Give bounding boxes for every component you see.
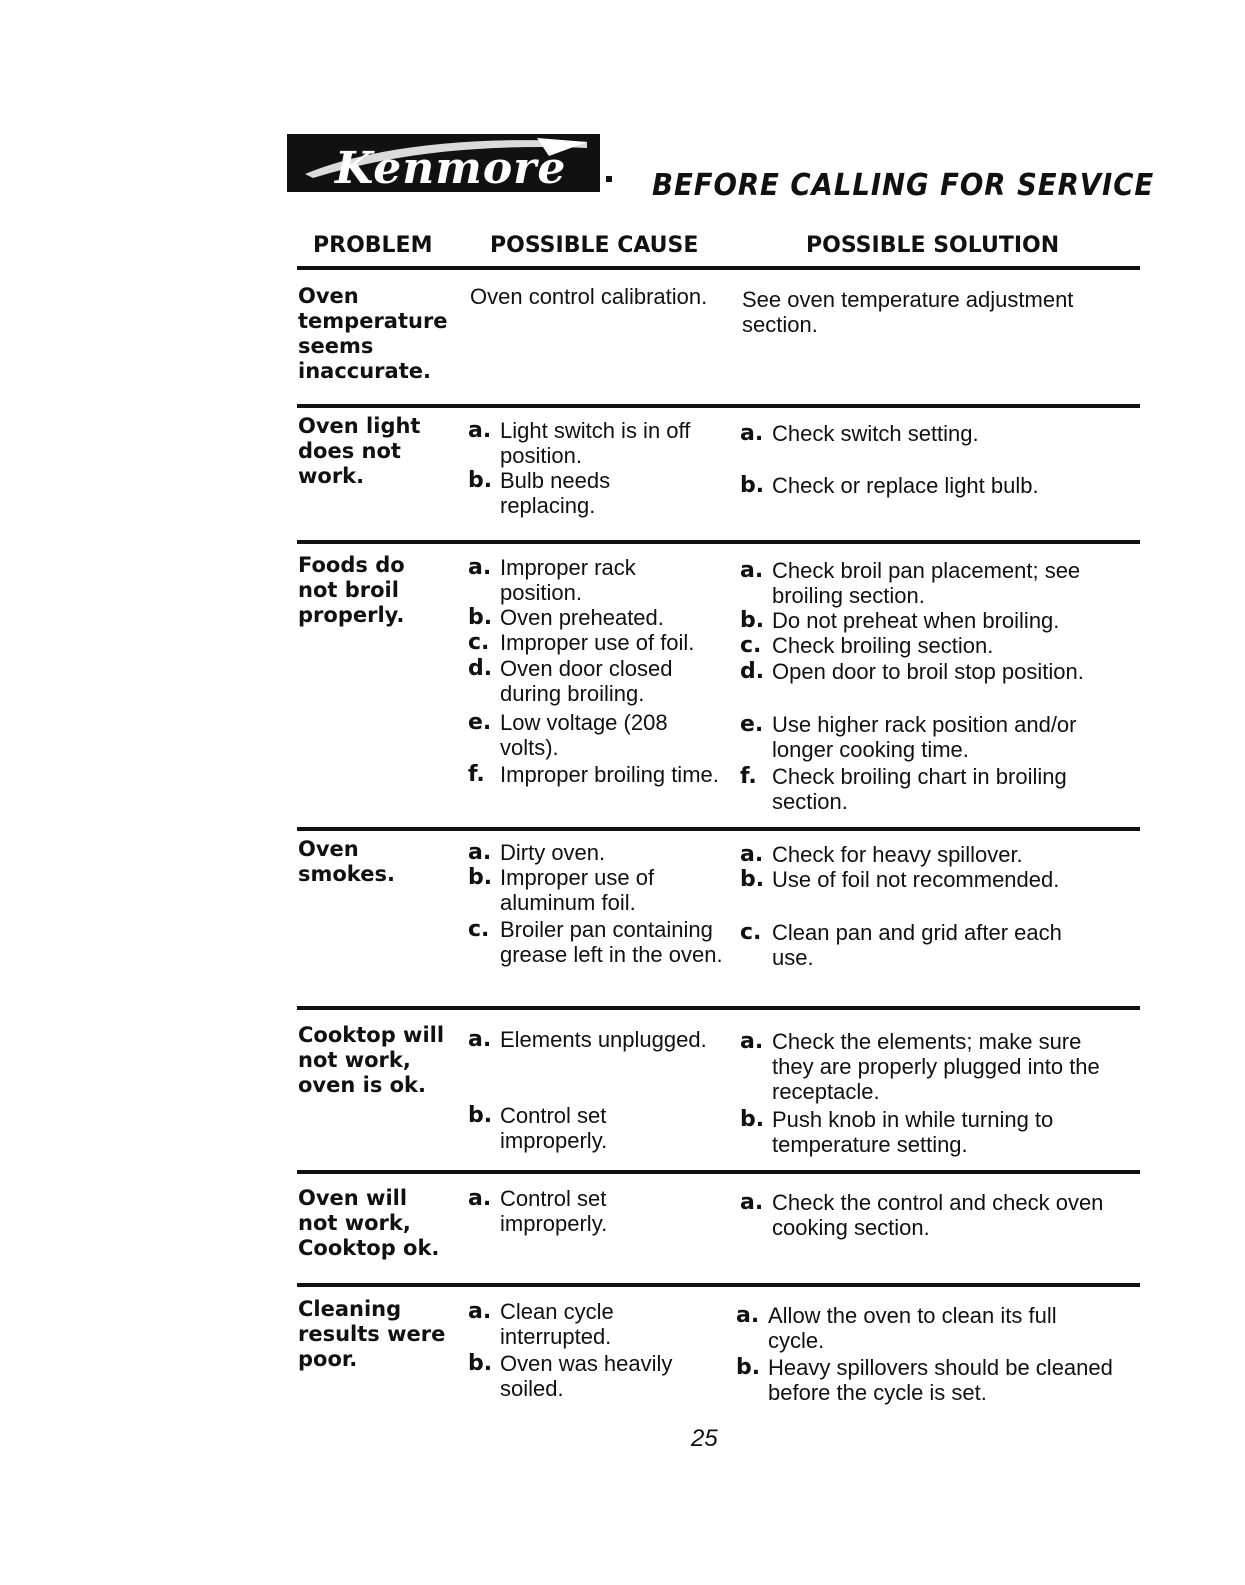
- item-text: Allow the oven to clean its full cycle.: [768, 1303, 1057, 1353]
- item-text: Low voltage (208 volts).: [500, 710, 668, 760]
- cause-item: [468, 418, 713, 468]
- row-divider: [297, 1170, 1140, 1174]
- cause-item: [468, 762, 728, 787]
- item-text: Oven preheated.: [500, 605, 664, 630]
- solution-text: See oven temperature adjustment section.: [742, 287, 1074, 337]
- solution-item: [740, 558, 1110, 608]
- page-title: BEFORE CALLING FOR SERVICE: [652, 168, 1155, 203]
- solution-item: [740, 712, 1110, 762]
- item-text: Use higher rack position and/or longer cooking time.: [772, 712, 1077, 762]
- item-text: Check broil pan placement; see broiling section.: [772, 558, 1081, 608]
- item-letter: a.: [468, 840, 492, 865]
- solution-item: [740, 764, 1100, 814]
- column-header-cause: POSSIBLE CAUSE: [490, 233, 699, 258]
- solution-item: [740, 421, 1130, 446]
- item-text: Use of foil not recommended.: [772, 867, 1060, 892]
- problem-oven-smokes: Oven smokes.: [298, 837, 395, 886]
- column-header-solution: POSSIBLE SOLUTION: [806, 233, 1060, 258]
- item-letter: a.: [740, 842, 764, 867]
- cause-item: [468, 630, 728, 655]
- cause-item: [468, 917, 723, 967]
- problem-cooktop-will-not-work: Cooktop will not work, oven is ok.: [298, 1023, 445, 1097]
- item-text: Light switch is in off position.: [500, 418, 691, 468]
- item-text: Oven door closed during broiling.: [500, 656, 673, 706]
- solution-item: [736, 1355, 1131, 1405]
- item-letter: b.: [740, 867, 765, 892]
- item-letter: a.: [736, 1303, 760, 1328]
- item-letter: a.: [740, 558, 764, 583]
- item-letter: b.: [740, 473, 765, 498]
- item-text: Check the elements; make sure they are properly plugged into the receptacle.: [772, 1029, 1100, 1104]
- item-letter: f.: [740, 764, 757, 789]
- solution-item: [740, 1107, 1070, 1157]
- item-text: Heavy spillovers should be cleaned before the cycle is set.: [768, 1355, 1113, 1405]
- problem-oven-light: Oven light does not work.: [298, 414, 421, 488]
- item-text: Check broiling section.: [772, 633, 994, 658]
- row-divider: [297, 1283, 1140, 1287]
- page-number: 25: [691, 1425, 718, 1452]
- solution-item: [740, 1029, 1120, 1104]
- problem-oven-temperature: Oven temperature seems inaccurate.: [298, 284, 448, 383]
- cause-item: [468, 710, 688, 760]
- item-letter: b.: [468, 865, 493, 890]
- item-text: Check the control and check oven cooking section.: [772, 1190, 1104, 1240]
- item-text: Bulb needs replacing.: [500, 468, 611, 518]
- header-divider: [297, 266, 1140, 270]
- item-letter: a.: [468, 1186, 492, 1211]
- item-letter: e.: [740, 712, 764, 737]
- item-letter: e.: [468, 710, 492, 735]
- item-letter: d.: [740, 659, 765, 684]
- problem-oven-will-not-work: Oven will not work, Cooktop ok.: [298, 1186, 440, 1260]
- item-text: Improper broiling time.: [500, 762, 719, 787]
- item-letter: b.: [736, 1355, 761, 1380]
- solution-item: [736, 1303, 1066, 1353]
- item-letter: a.: [740, 421, 764, 446]
- item-text: Check or replace light bulb.: [772, 473, 1039, 498]
- cause-item: [468, 1186, 668, 1236]
- item-text: Improper use of aluminum foil.: [500, 865, 655, 915]
- item-text: Improper use of foil.: [500, 630, 695, 655]
- item-text: Clean cycle interrupted.: [500, 1299, 614, 1349]
- item-letter: c.: [468, 630, 490, 655]
- item-letter: f.: [468, 762, 485, 787]
- cause-item: [468, 1027, 728, 1052]
- row-divider: [297, 827, 1140, 831]
- problem-cleaning-results: Cleaning results were poor.: [298, 1297, 446, 1371]
- column-header-problem: PROBLEM: [313, 233, 433, 258]
- item-letter: a.: [468, 418, 492, 443]
- solution-item: [740, 842, 1130, 867]
- solution-item: [740, 1190, 1120, 1240]
- item-letter: c.: [740, 633, 762, 658]
- cause-item: [468, 468, 668, 518]
- cause-item: [468, 865, 693, 915]
- item-text: Check switch setting.: [772, 421, 979, 446]
- item-text: Do not preheat when broiling.: [772, 608, 1060, 633]
- item-text: Elements unplugged.: [500, 1027, 707, 1052]
- problem-foods-broil: Foods do not broil properly.: [298, 553, 405, 627]
- item-text: Control set improperly.: [500, 1186, 608, 1236]
- solution-item: [740, 608, 1130, 633]
- solution-item: [740, 920, 1080, 970]
- item-letter: b.: [740, 608, 765, 633]
- item-text: Improper rack position.: [500, 555, 636, 605]
- item-letter: a.: [468, 555, 492, 580]
- item-text: Push knob in while turning to temperature setting.: [772, 1107, 1054, 1157]
- item-letter: b.: [468, 605, 493, 630]
- item-text: Open door to broil stop position.: [772, 659, 1084, 684]
- solution-item: [740, 867, 1130, 892]
- item-letter: a.: [740, 1029, 764, 1054]
- item-letter: d.: [468, 656, 493, 681]
- logo-wordmark: Kenmore: [335, 143, 567, 192]
- item-text: Clean pan and grid after each use.: [772, 920, 1062, 970]
- kenmore-logo: [287, 134, 600, 192]
- item-text: Check broiling chart in broiling section.: [772, 764, 1067, 814]
- logo-dot: [606, 176, 612, 182]
- item-letter: c.: [740, 920, 762, 945]
- cause-item: [468, 656, 693, 706]
- item-text: Check for heavy spillover.: [772, 842, 1023, 867]
- solution-item: [740, 659, 1130, 684]
- cause-item: [468, 605, 728, 630]
- item-letter: a.: [468, 1027, 492, 1052]
- item-letter: a.: [740, 1190, 764, 1215]
- item-letter: b.: [468, 468, 493, 493]
- item-letter: a.: [468, 1299, 492, 1324]
- row-divider: [297, 1006, 1140, 1010]
- cause-text: Oven control calibration.: [470, 284, 708, 309]
- row-divider: [297, 540, 1140, 544]
- item-letter: c.: [468, 917, 490, 942]
- item-text: Control set improperly.: [500, 1103, 608, 1153]
- cause-item: [468, 1103, 668, 1153]
- item-text: Broiler pan containing grease left in the oven.: [500, 917, 723, 967]
- item-text: Dirty oven.: [500, 840, 606, 865]
- item-text: Oven was heavily soiled.: [500, 1351, 673, 1401]
- row-divider: [297, 404, 1140, 408]
- cause-item: [468, 840, 728, 865]
- solution-item: [740, 633, 1130, 658]
- cause-item: [468, 555, 678, 605]
- item-letter: b.: [468, 1351, 493, 1376]
- item-letter: b.: [740, 1107, 765, 1132]
- item-letter: b.: [468, 1103, 493, 1128]
- solution-item: [740, 473, 1130, 498]
- cause-item: [468, 1299, 678, 1349]
- cause-item: [468, 1351, 683, 1401]
